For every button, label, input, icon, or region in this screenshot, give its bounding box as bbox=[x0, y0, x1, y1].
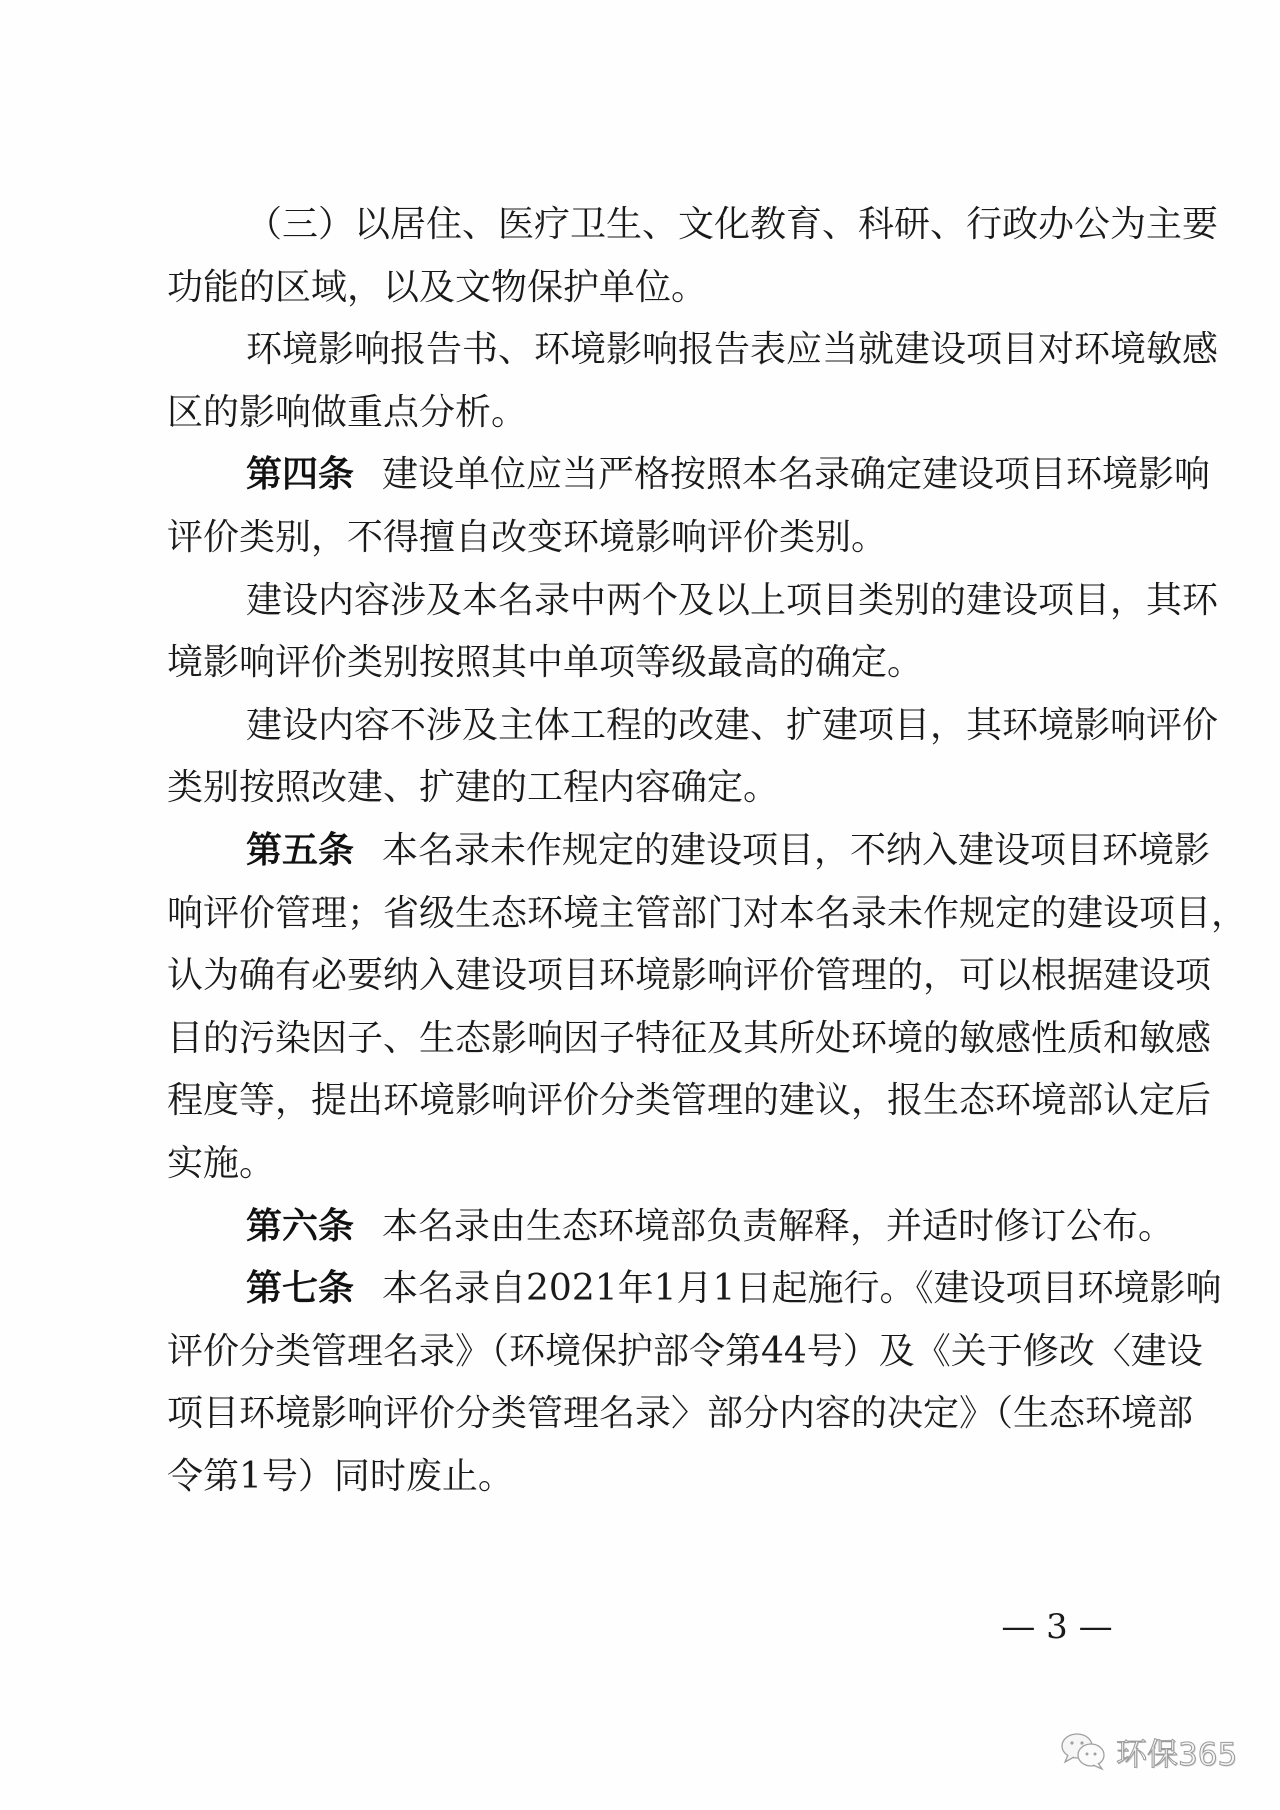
watermark bbox=[1060, 1728, 1237, 1774]
line-text: 功能的区域，以及文物保护单位。 bbox=[167, 266, 708, 308]
line-text: 境影响评价类别按照其中单项等级最高的确定。 bbox=[167, 642, 924, 684]
article-heading: 第四条 bbox=[246, 454, 355, 496]
text-line bbox=[167, 632, 1113, 695]
article-heading: 第五条 bbox=[246, 829, 355, 871]
text-line bbox=[167, 1321, 1203, 1384]
wechat-icon bbox=[1060, 1731, 1108, 1771]
line-text: 本名录未作规定的建设项目，不纳入建设项目环境影 bbox=[382, 829, 1211, 871]
document-body bbox=[167, 194, 1248, 1508]
line-text: 认为确有必要纳入建设项目环境影响评价管理的，可以根据建设项 bbox=[167, 955, 1212, 997]
text-line bbox=[167, 757, 1113, 820]
article-line bbox=[167, 1196, 1175, 1259]
text-line bbox=[167, 1133, 1113, 1196]
text-line bbox=[167, 1446, 1113, 1509]
article-line bbox=[167, 820, 1211, 883]
line-text: 类别按照改建、扩建的工程内容确定。 bbox=[167, 767, 780, 809]
line-text: （三）以居住、医疗卫生、文化教育、科研、行政办公为主要 bbox=[246, 204, 1219, 245]
line-text: 评价分类管理名录》（环境保护部令第44号）及《关于修改〈建设 bbox=[167, 1330, 1203, 1372]
line-text: 本名录由生态环境部负责解释，并适时修订公布。 bbox=[382, 1205, 1175, 1247]
article-heading: 第七条 bbox=[246, 1268, 355, 1310]
text-line bbox=[167, 570, 1219, 633]
line-text: 建设内容不涉及主体工程的改建、扩建项目，其环境影响评价 bbox=[246, 704, 1219, 746]
line-text: 程度等，提出环境影响评价分类管理的建议，报生态环境部认定后 bbox=[167, 1080, 1212, 1122]
text-line bbox=[167, 883, 1248, 946]
article-heading: 第六条 bbox=[246, 1205, 355, 1247]
text-line bbox=[167, 695, 1219, 758]
article-line bbox=[167, 1258, 1222, 1321]
article-line bbox=[167, 444, 1211, 507]
line-text: 令第1号）同时废止。 bbox=[167, 1455, 514, 1497]
text-line bbox=[167, 194, 1219, 257]
line-text: 评价类别，不得擅自改变环境影响评价类别。 bbox=[167, 516, 888, 558]
line-text: 目的污染因子、生态影响因子特征及其所处环境的敏感性质和敏感 bbox=[167, 1017, 1212, 1059]
line-text: 区的影响做重点分析。 bbox=[167, 391, 528, 433]
line-text: 实施。 bbox=[167, 1142, 276, 1184]
text-line bbox=[167, 382, 1113, 445]
watermark-text: 环保365 bbox=[1116, 1736, 1238, 1773]
text-line bbox=[167, 945, 1212, 1008]
line-text: 环境影响报告书、环境影响报告表应当就建设项目对环境敏感 bbox=[246, 329, 1219, 371]
line-text: 项目环境影响评价分类管理名录〉部分内容的决定》（生态环境部 bbox=[167, 1393, 1194, 1435]
text-line bbox=[167, 1383, 1194, 1446]
line-text: 本名录自2021年1月1日起施行。《建设项目环境影响 bbox=[382, 1268, 1222, 1310]
line-text: 建设内容涉及本名录中两个及以上项目类别的建设项目，其环 bbox=[246, 579, 1219, 621]
text-line bbox=[167, 257, 1113, 320]
text-line bbox=[167, 507, 1113, 570]
line-text: 建设单位应当严格按照本名录确定建设项目环境影响 bbox=[382, 454, 1211, 496]
line-text: 响评价管理；省级生态环境主管部门对本名录未作规定的建设项目， bbox=[167, 892, 1248, 934]
text-line bbox=[167, 319, 1219, 382]
page-number: — 3 — bbox=[1001, 1607, 1113, 1647]
text-line bbox=[167, 1070, 1212, 1133]
text-line bbox=[167, 1008, 1212, 1071]
